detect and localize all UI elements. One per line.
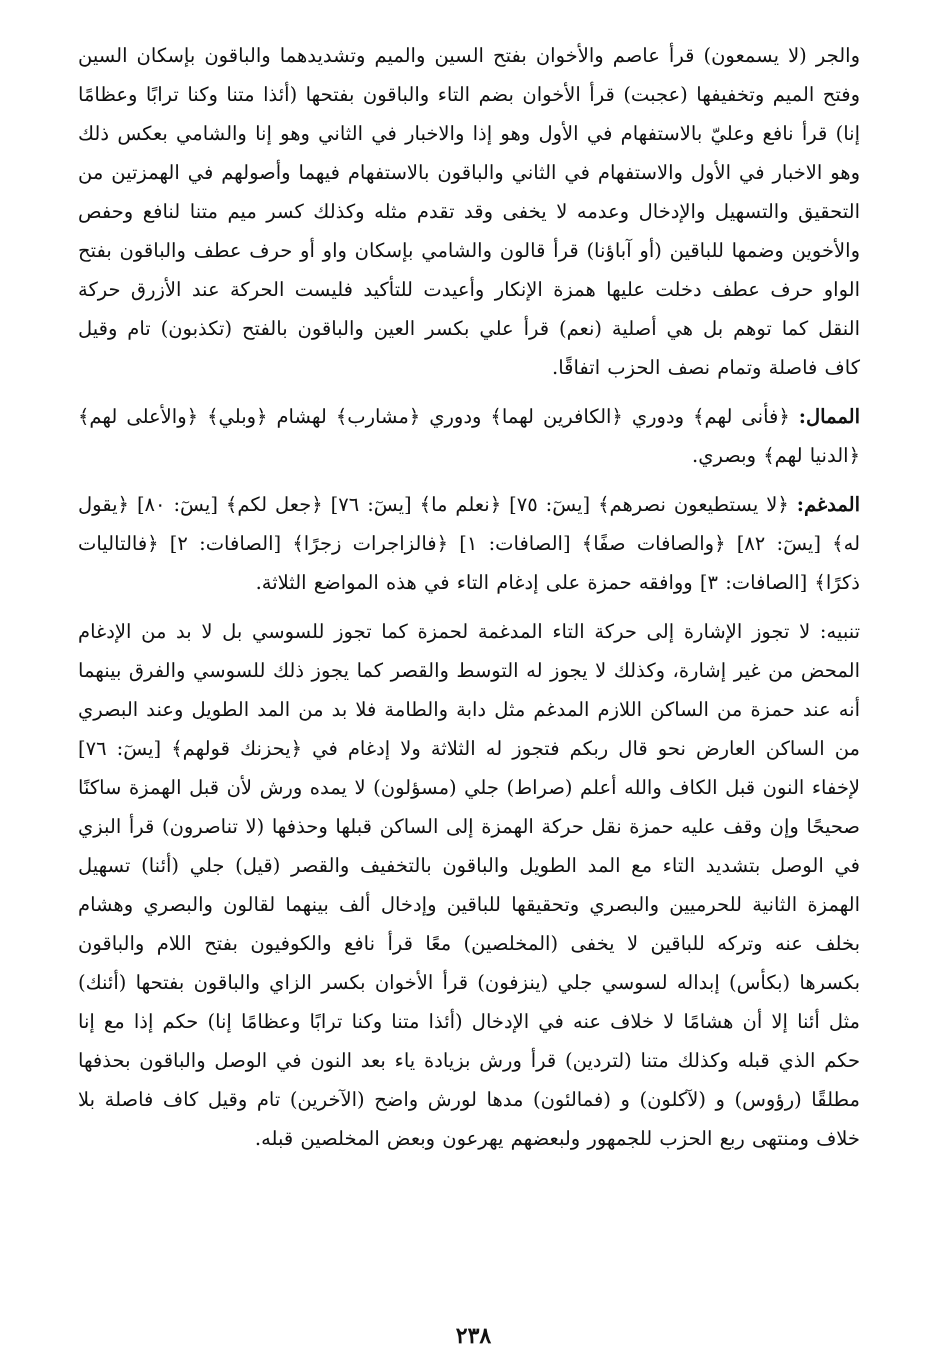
paragraph-mudgham xyxy=(78,485,860,602)
page-number: ٢٣٨ xyxy=(455,1323,492,1349)
paragraph-tanbih-label: تنبيه: xyxy=(819,620,861,643)
paragraph-main-text: والجر (لا يسمعون) قرأ عاصم والأخوان بفتح السين والميم وتشديدهما والباقون بإسكان السين وفتح الميم وتخفيفها (عجبت) قرأ الأخوان بضم التاء والباقون بفتحها (أئذا متنا وكنا ترابًا وعظامًا إنا) قرأ نافع وعليّ بالاستفهام في الأول وهو إذا والاخبار في الثاني وهو إنا والشامي بعكس ذلك وهو الاخبار في الأول والاستفهام في الثاني والباقون بالاستفهام فيهما وأصولهم في الهمزتين من التحقيق والتسهيل والإدخال وعدمه لا يخفى وقد تقدم مثله وكذلك كسر ميم متنا لنافع وحفص والأخوين وضمها للباقين (أو آباؤنا) قرأ قالون والشامي بإسكان واو أو حرف عطف والباقون بفتح الواو حرف عطف دخلت عليها همزة الإنكار وأعيدت للتأكيد فليست الحركة عند الأزرق حركة النقل كما توهم بل هي أصلية (نعم) قرأ علي بكسر العين والباقون بالفتح (تكذبون) تام وقيل كاف فاصلة وتمام نصف الحزب اتفاقًا. xyxy=(78,44,860,379)
paragraph-mumal xyxy=(78,397,860,475)
paragraph-main xyxy=(78,36,860,387)
paragraph-tanbih xyxy=(78,612,860,1158)
paragraph-mumal-text: ﴿فأنى لهم﴾ ودوري ﴿الكافرين لهما﴾ ودوري ﴿مشارب﴾ لهشام ﴿وبلي﴾ ﴿والأعلى لهم﴾ ﴿الدنيا لهم﴾ وبصري. xyxy=(78,405,860,467)
page-body xyxy=(78,36,860,1326)
paragraph-tanbih-text: لا تجوز الإشارة إلى حركة التاء المدغمة لحمزة كما تجوز للسوسي بل لا بد من الإدغام المحض من غير إشارة، وكذلك لا يجوز له التوسط والقصر كما يجوز ذلك للسوسي والفرق بينهما أنه عند حمزة من الساكن اللازم المدغم مثل دابة والطامة فلا بد من المد الطويل وعند البصري من الساكن العارض نحو قال ربكم فتجوز له الثلاثة ولا إدغام في ﴿يحزنك قولهم﴾ [يسٓ: ٧٦] لإخفاء النون قبل الكاف والله أعلم (صراط) جلي (مسؤلون) لا يمده ورش لأن قبل الهمزة ساكنًا صحيحًا وإن وقف عليه حمزة نقل حركة الهمزة إلى الساكن قبلها وحذفها (لا تناصرون) قرأ البزي في الوصل بتشديد التاء مع المد الطويل والباقون بالتخفيف والقصر (قيل) جلي (أئنا) تسهيل الهمزة الثانية للحرميين والبصري وتحقيقها للباقين وإدخال ألف بينهما لقالون والبصري وهشام بخلف عنه وتركه للباقين لا يخفى (المخلصين) معًا قرأ نافع والكوفيون بفتح اللام والباقون بكسرها (بكأس) إبداله لسوسي جلي (ينزفون) قرأ الأخوان بكسر الزاي والباقون بفتحها (أئنك) مثل أئنا إلا أن هشامًا لا خلاف عنه في الإدخال (أئذا متنا وكنا ترابًا وعظامًا إنا) حكم إذا مع إنا حكم الذي قبله وكذلك متنا (لتردين) قرأ ورش بزيادة ياء بعد النون في الوصل والباقون بحذفها مطلقًا (رؤوس) و (لآكلون) و (فمالئون) مدها لورش واضح (الآخرين) تام وقيل كاف فاصلة بلا خلاف ومنتهى ربع الحزب للجمهور ولبعضهم يهرعون وبعض المخلصين قبله. xyxy=(78,620,860,1150)
paragraph-mumal-label: الممال: xyxy=(798,405,860,428)
paragraph-mudgham-label: المدغم: xyxy=(796,493,861,516)
paragraph-mudgham-text: ﴿لا يستطيعون نصرهم﴾ [يسٓ: ٧٥] ﴿نعلم ما﴾ [يسٓ: ٧٦] ﴿جعل لكم﴾ [يسٓ: ٨٠] ﴿يقول له﴾ [يسٓ: ٨٢] ﴿والصافات صفًا﴾ [الصافات: ١] ﴿فالزاجرات زجرًا﴾ [الصافات: ٢] ﴿فالتاليات ذكرًا﴾ [الصافات: ٣] ووافقه حمزة على إدغام التاء في هذه المواضع الثلاثة. xyxy=(78,493,861,594)
